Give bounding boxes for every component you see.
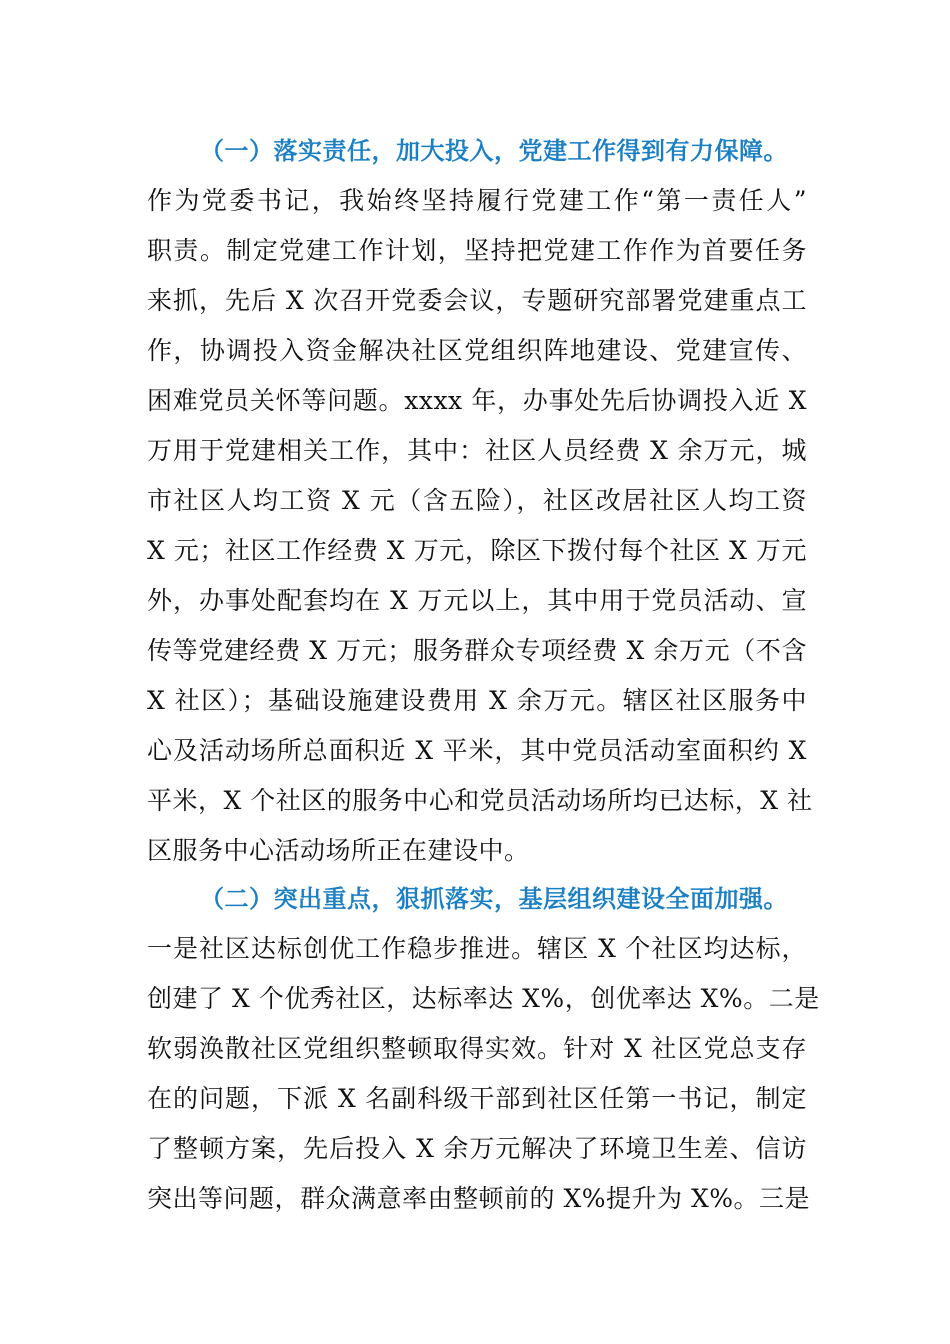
paragraph-line: 外，办事处配套均在 X 万元以上，其中用于党员活动、宣 — [147, 586, 807, 615]
paragraph-line: 软弱涣散社区党组织整顿取得实效。针对 X 社区党总支存 — [147, 1034, 807, 1063]
paragraph-line: X 社区）；基础设施建设费用 X 余万元。辖区社区服务中 — [147, 686, 807, 715]
paragraph-line: 区服务中心活动场所正在建设中。 — [147, 836, 530, 865]
paragraph-line: 困难党员关怀等问题。xxxx 年，办事处先后协调投入近 X — [147, 386, 807, 415]
section-heading-1: （一）落实责任，加大投入，党建工作得到有力保障。 — [200, 137, 788, 165]
paragraph-line: 职责。制定党建工作计划，坚持把党建工作作为首要任务 — [147, 236, 807, 265]
paragraph-line: 心及活动场所总面积近 X 平米，其中党员活动室面积约 X — [147, 736, 807, 765]
paragraph-line: 突出等问题，群众满意率由整顿前的 X%提升为 X%。三是 — [147, 1184, 811, 1213]
paragraph-line: 在的问题，下派 X 名副科级干部到社区任第一书记，制定 — [147, 1084, 807, 1113]
paragraph-line: 创建了 X 个优秀社区，达标率达 X%，创优率达 X%。二是 — [147, 984, 820, 1013]
paragraph-line: 平米，X 个社区的服务中心和党员活动场所均已达标，X 社 — [147, 786, 813, 815]
paragraph-line: 作为党委书记，我始终坚持履行党建工作“第一责任人” — [147, 186, 807, 215]
paragraph-line: 一是社区达标创优工作稳步推进。辖区 X 个社区均达标， — [147, 934, 807, 963]
paragraph-line: 万用于党建相关工作，其中：社区人员经费 X 余万元，城 — [147, 436, 807, 465]
paragraph-line: X 元；社区工作经费 X 万元，除区下拨付每个社区 X 万元 — [147, 536, 807, 565]
paragraph-line: 传等党建经费 X 万元；服务群众专项经费 X 余万元（不含 — [147, 636, 807, 665]
paragraph-line: 作，协调投入资金解决社区党组织阵地建设、党建宣传、 — [147, 336, 807, 365]
paragraph-line: 来抓，先后 X 次召开党委会议，专题研究部署党建重点工 — [147, 286, 807, 315]
paragraph-line: 市社区人均工资 X 元（含五险），社区改居社区人均工资 — [147, 486, 807, 515]
paragraph-line: 了整顿方案，先后投入 X 余万元解决了环境卫生差、信访 — [147, 1134, 807, 1163]
section-heading-2: （二）突出重点，狠抓落实，基层组织建设全面加强。 — [200, 885, 788, 913]
